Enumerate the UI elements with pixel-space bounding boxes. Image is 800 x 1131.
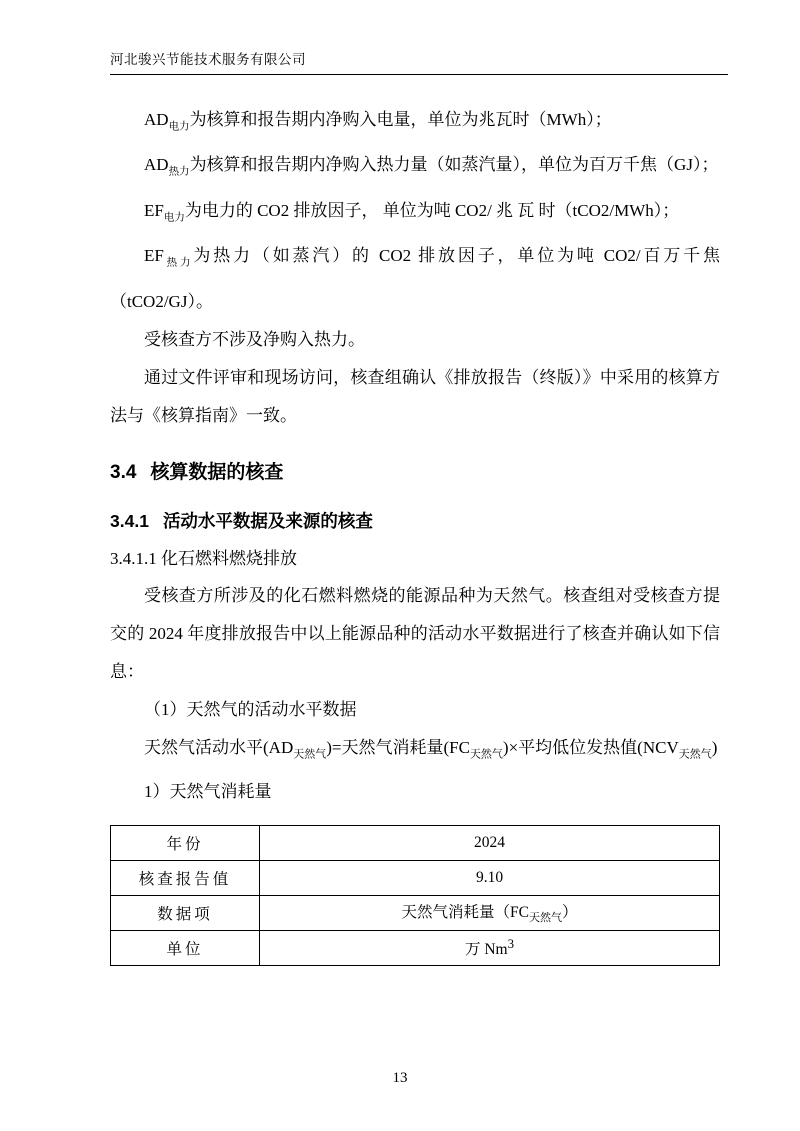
paragraph-ef-heat-text: 为热力（如蒸汽）的 CO2 排放因子，单位为吨 CO2/百万千焦（tCO2/GJ）。 [110, 246, 720, 311]
paragraph-no-heat-purchase: 受核查方不涉及净购入热力。 [144, 329, 365, 349]
formula-sub-1: 天然气 [293, 747, 327, 760]
section-number-3-4: 3.4 [110, 461, 137, 483]
formula-part-4: (NCV [637, 737, 679, 757]
paragraph-ef-heat [110, 237, 720, 320]
formula-part-1: 天然气活动水平(AD [144, 737, 294, 757]
table-cell-label-data-item: 数据项 [111, 895, 260, 930]
formula-sub-2: 天然气 [469, 747, 503, 760]
symbol-ad-electricity: AD [144, 110, 169, 129]
paragraph-ef-electricity [110, 192, 720, 237]
table-cell-label-unit: 单位 [111, 930, 260, 965]
table-row [111, 860, 720, 895]
table-row [111, 895, 720, 930]
data-item-text: 天然气消耗量（FC [401, 904, 529, 922]
formula-part-3: )×平均低位发热值 [502, 737, 638, 757]
formula-part-2: )=天然气消耗量(FC [326, 737, 470, 757]
paragraph-method-consistency: 通过文件评审和现场访问，核查组确认《排放报告（终版）》中采用的核算方法与《核算指南》一致。 [110, 367, 720, 425]
symbol-ef-heat: EF [144, 246, 164, 266]
table-cell-value-unit [260, 930, 720, 965]
table-cell-label-year: 年份 [111, 825, 260, 860]
paragraph-ad-heat [110, 146, 720, 191]
section-title-3-4: 核算数据的核查 [150, 461, 284, 483]
section-heading-3-4 [110, 457, 720, 489]
page-header [110, 48, 728, 75]
section-title-3-4-1: 活动水平数据及来源的核查 [162, 510, 373, 531]
header-company-name: 河北骏兴节能技术服务有限公司 [110, 52, 306, 67]
table-cell-value-verified-value: 9.10 [260, 860, 720, 895]
paragraph-activity-formula [110, 729, 720, 773]
symbol-ef-electricity: EF [144, 200, 164, 220]
section-number-3-4-1: 3.4.1 [110, 510, 149, 531]
paragraph-item-1: （1）天然气的活动水平数据 [144, 699, 357, 719]
formula-sub-3: 天然气 [678, 747, 712, 760]
page-number: 13 [392, 1070, 408, 1086]
table-cell-value-data-item [260, 895, 720, 930]
table-cell-value-year: 2024 [260, 825, 720, 860]
subscript-electricity: 电力 [168, 121, 190, 133]
subscript-heat-2: 热力 [163, 257, 194, 269]
data-item-subscript: 天然气 [529, 912, 562, 925]
unit-superscript: 3 [507, 936, 515, 952]
table-row [111, 930, 720, 965]
symbol-ad-heat: AD [144, 155, 169, 175]
paragraph-ef-electricity-text: 为电力的 CO2 排放因子， 单位为吨 CO2/ 兆 瓦 时（tCO2/MWh）； [184, 200, 680, 220]
data-item-tail: ） [562, 904, 578, 922]
document-body [110, 101, 720, 966]
paragraph-item-1-1: 1）天然气消耗量 [144, 781, 272, 801]
paragraph-ad-heat-text: 为核算和报告期内净购入热力量（如蒸汽量），单位为百万千焦（GJ）； [189, 155, 719, 175]
formula-part-5: ) [711, 737, 718, 757]
paragraph-ad-electricity [110, 101, 720, 146]
natural-gas-consumption-table [110, 825, 720, 966]
table-row [111, 825, 720, 860]
unit-text: 万 Nm [464, 941, 508, 959]
subscript-electricity-2: 电力 [163, 212, 185, 224]
paragraph-fuel-scope: 受核查方所涉及的化石燃料燃烧的能源品种为天然气。核查组对受核查方提交的 2024 年度排放报告中以上能源品种的活动水平数据进行了核查并确认如下信息： [110, 585, 720, 681]
section-heading-3-4-1 [110, 505, 720, 537]
paragraph-ad-electricity-text: 为核算和报告期内净购入电量，单位为兆瓦时（MWh）； [189, 110, 612, 129]
subsection-heading-3-4-1-1: 3.4.1.1 化石燃料燃烧排放 [110, 548, 297, 568]
subscript-heat: 热力 [168, 166, 190, 178]
table-cell-label-verified-value: 核查报告值 [111, 860, 260, 895]
